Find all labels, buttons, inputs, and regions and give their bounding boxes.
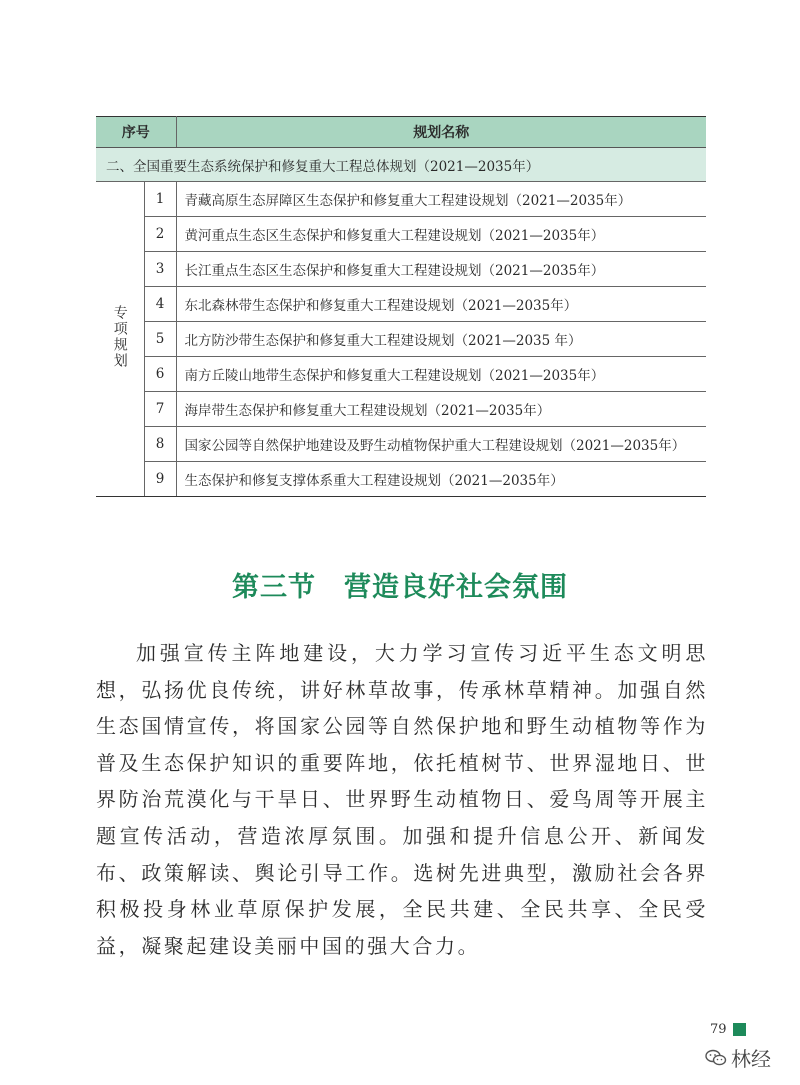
row-number: 6 <box>144 357 176 392</box>
plan-name: 长江重点生态区生态保护和修复重大工程建设规划（2021—2035年） <box>176 252 706 287</box>
page-number: 79 <box>710 1022 727 1037</box>
watermark-text: 林经 <box>731 1047 771 1071</box>
group-label: 专项规划 <box>111 305 128 369</box>
table-row <box>96 427 706 462</box>
page-marker-square <box>733 1023 746 1036</box>
plan-name: 海岸带生态保护和修复重大工程建设规划（2021—2035年） <box>176 392 706 427</box>
plan-name: 南方丘陵山地带生态保护和修复重大工程建设规划（2021—2035年） <box>176 357 706 392</box>
row-number: 1 <box>144 182 176 217</box>
table-row <box>96 462 706 497</box>
header-name: 规划名称 <box>176 117 706 148</box>
section-label: 二、全国重要生态系统保护和修复重大工程总体规划（2021—2035年） <box>96 148 706 182</box>
table-row <box>96 322 706 357</box>
row-number: 3 <box>144 252 176 287</box>
plan-name: 北方防沙带生态保护和修复重大工程建设规划（2021—2035 年） <box>176 322 706 357</box>
row-number: 8 <box>144 427 176 462</box>
row-number: 4 <box>144 287 176 322</box>
table-row <box>96 217 706 252</box>
wechat-icon <box>705 1049 727 1067</box>
table-row <box>96 287 706 322</box>
table-row <box>96 392 706 427</box>
section-row <box>96 148 706 182</box>
row-number: 7 <box>144 392 176 427</box>
plan-name: 国家公园等自然保护地建设及野生动植物保护重大工程建设规划（2021—2035年） <box>176 427 706 462</box>
table-row <box>96 252 706 287</box>
group-cell <box>96 182 144 497</box>
plan-table <box>96 116 706 497</box>
row-number: 9 <box>144 462 176 497</box>
plan-name: 黄河重点生态区生态保护和修复重大工程建设规划（2021—2035年） <box>176 217 706 252</box>
section-title: 第三节 营造良好社会氛围 <box>232 572 568 603</box>
watermark <box>705 1043 771 1072</box>
plan-name: 生态保护和修复支撑体系重大工程建设规划（2021—2035年） <box>176 462 706 497</box>
table-row <box>96 182 706 217</box>
row-number: 5 <box>144 322 176 357</box>
row-number: 2 <box>144 217 176 252</box>
body-paragraph: 加强宣传主阵地建设，大力学习宣传习近平生态文明思想，弘扬优良传统，讲好林草故事，传承林草精神。加强自然生态国情宣传，将国家公园等自然保护地和野生动植物等作为普及生态保护知识的重要阵地，依托植树节、世界湿地日、世界防治荒漠化与干旱日、世界野生动植物日、爱鸟周等开展主题宣传活动，营造浓厚氛围。加强和提升信息公开、新闻发布、政策解读、舆论引导工作。选树先进典型，激励社会各界积极投身林业草原保护发展，全民共建、全民共享、全民受益，凝聚起建设美丽中国的强大合力。 <box>96 641 708 958</box>
header-seq: 序号 <box>96 117 176 148</box>
plan-name: 青藏高原生态屏障区生态保护和修复重大工程建设规划（2021—2035年） <box>176 182 706 217</box>
table-header-row <box>96 117 706 148</box>
table-row <box>96 357 706 392</box>
plan-name: 东北森林带生态保护和修复重大工程建设规划（2021—2035年） <box>176 287 706 322</box>
page-footer <box>710 1022 746 1037</box>
